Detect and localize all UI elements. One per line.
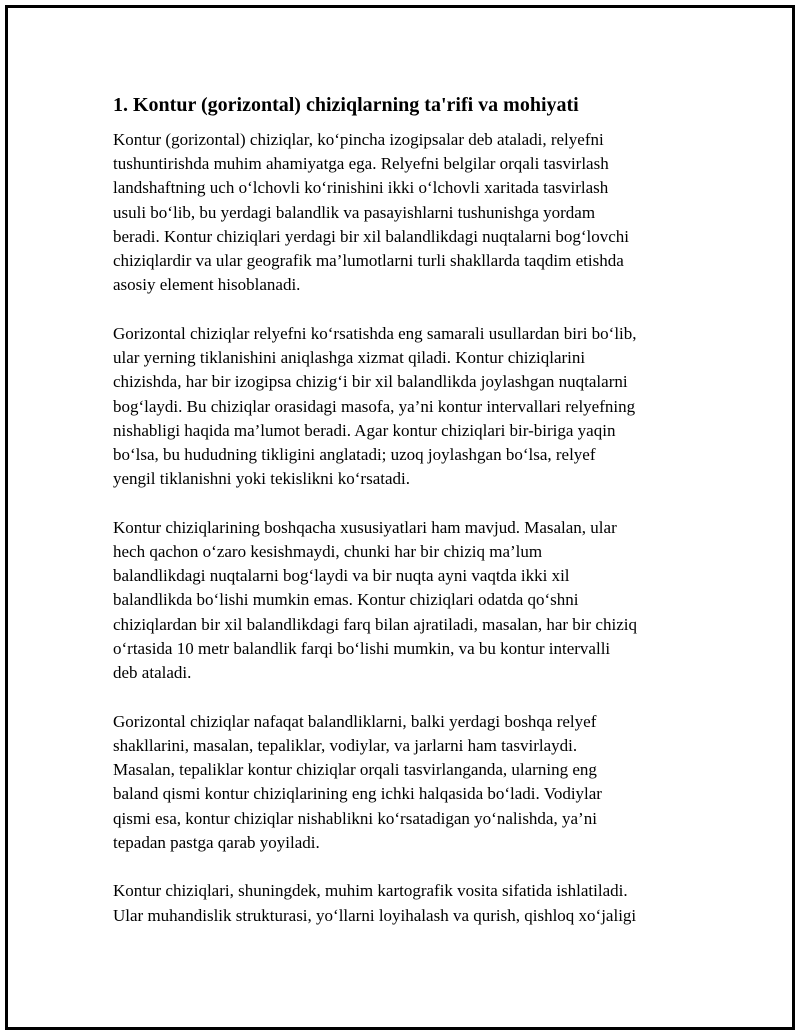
paragraph-line: bo‘lsa, bu hududning tikligini anglatadi; uzoq joylashgan bo‘lsa, relyef <box>113 444 596 464</box>
paragraph-line: hech qachon o‘zaro kesishmaydi, chunki har bir chiziq ma’lum <box>113 542 543 562</box>
paragraph-line: landshaftning uch o‘lchovli ko‘rinishini ikki o‘lchovli xaritada tasvirlash <box>113 178 609 198</box>
paragraph-line: o‘rtasida 10 metr balandlik farqi bo‘lishi mumkin, va bu kontur intervalli <box>113 638 611 658</box>
paragraph-line: Kontur chiziqlarining boshqacha xususiyatlari ham mavjud. Masalan, ular <box>113 517 617 537</box>
paragraph-line: Gorizontal chiziqlar nafaqat balandliklarni, balki yerdagi boshqa relyef <box>113 711 597 731</box>
paragraph-line: Gorizontal chiziqlar relyefni ko‘rsatishda eng samarali usullardan biri bo‘lib, <box>113 323 637 343</box>
document-body <box>113 92 688 952</box>
paragraph-line: shakllarini, masalan, tepaliklar, vodiylar, va jarlarni ham tasvirlaydi. <box>113 735 578 755</box>
paragraph-line: Kontur chiziqlari, shuningdek, muhim kartografik vosita sifatida ishlatiladi. <box>113 881 628 901</box>
paragraph-line: balandlikda bo‘lishi mumkin emas. Kontur chiziqlari odatda qo‘shni <box>113 590 579 610</box>
paragraph-4 <box>113 710 688 855</box>
paragraph-line: tushuntirishda muhim ahamiyatga ega. Relyefni belgilar orqali tasvirlash <box>113 154 609 174</box>
paragraph-line: baland qismi kontur chiziqlarining eng ichki halqasida bo‘ladi. Vodiylar <box>113 784 602 804</box>
paragraph-line: yengil tiklanishni yoki tekislikni ko‘rsatadi. <box>113 469 410 489</box>
paragraph-line: nishabligi haqida ma’lumot beradi. Agar kontur chiziqlari bir-biriga yaqin <box>113 420 616 440</box>
paragraph-line: asosiy element hisoblanadi. <box>113 275 301 295</box>
paragraph-line: beradi. Kontur chiziqlari yerdagi bir xil balandlikdagi nuqtalarni bog‘lovchi <box>113 226 629 246</box>
paragraph-line: balandlikdagi nuqtalarni bog‘laydi va bir nuqta ayni vaqtda ikki xil <box>113 566 570 586</box>
paragraph-line: ular yerning tiklanishini aniqlashga xizmat qiladi. Kontur chiziqlarini <box>113 348 586 368</box>
paragraph-line: chizishda, har bir izogipsa chizig‘i bir xil balandlikda joylashgan nuqtalarni <box>113 372 628 392</box>
paragraph-line: deb ataladi. <box>113 663 192 683</box>
paragraph-line: qismi esa, kontur chiziqlar nishablikni ko‘rsatadigan yo‘nalishda, ya’ni <box>113 808 597 828</box>
paragraph-line: bog‘laydi. Bu chiziqlar orasidagi masofa, ya’ni kontur intervallari relyefning <box>113 396 636 416</box>
paragraph-3 <box>113 516 688 685</box>
paragraph-line: chiziqlardir va ular geografik ma’lumotlarni turli shakllarda taqdim etishda <box>113 251 624 271</box>
section-heading: 1. Kontur (gorizontal) chiziqlarning ta'rifi va mohiyati <box>113 94 579 116</box>
paragraph-line: Ular muhandislik strukturasi, yo‘llarni loyihalash va qurish, qishloq xo‘jaligi <box>113 905 637 925</box>
paragraph-line: tepadan pastga qarab yoyiladi. <box>113 832 320 852</box>
paragraph-line: Masalan, tepaliklar kontur chiziqlar orqali tasvirlanganda, ularning eng <box>113 760 597 780</box>
paragraph-1 <box>113 128 688 297</box>
paragraph-2 <box>113 322 688 491</box>
paragraph-line: chiziqlardan bir xil balandlikdagi farq bilan ajratiladi, masalan, har bir chiziq <box>113 614 637 634</box>
paragraph-line: usuli bo‘lib, bu yerdagi balandlik va pasayishlarni tushunishga yordam <box>113 202 596 222</box>
paragraph-line: Kontur (gorizontal) chiziqlar, ko‘pincha izogipsalar deb ataladi, relyefni <box>113 130 604 149</box>
paragraph-5 <box>113 879 688 927</box>
